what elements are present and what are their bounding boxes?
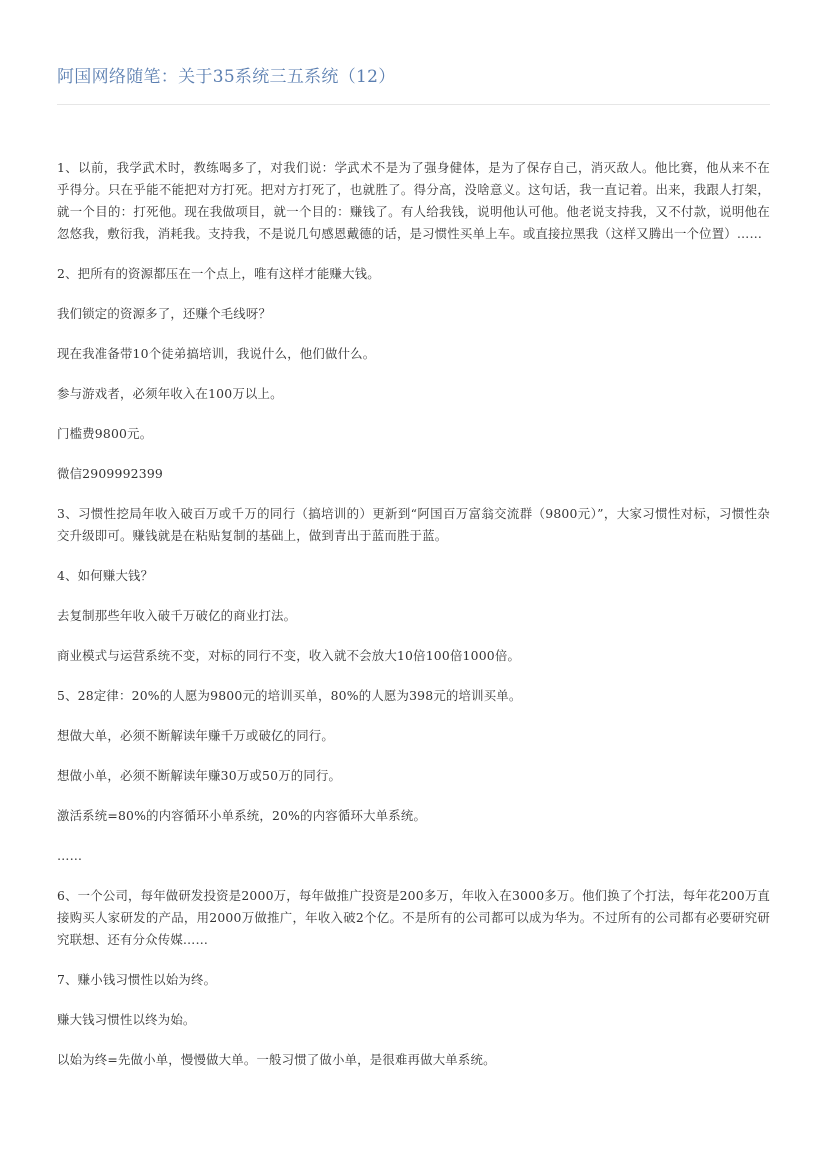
- paragraph-20: 以始为终=先做小单，慢慢做大单。一般习惯了做小单，是很难再做大单系统。: [57, 1052, 496, 1067]
- paragraph-14: 想做小单，必须不断解读年赚30万或50万的同行。: [57, 768, 342, 783]
- paragraph-3: 我们锁定的资源多了，还赚个毛线呀？: [57, 306, 272, 321]
- paragraph-13: 想做大单，必须不断解读年赚千万或破亿的同行。: [57, 728, 334, 743]
- paragraph-7: 微信2909992399: [57, 466, 164, 481]
- article-title: 阿国网络随笔：关于35系统三五系统（12）: [57, 66, 770, 105]
- paragraph-15: 激活系统=80%的内容循环小单系统，20%的内容循环大单系统。: [57, 808, 427, 823]
- article-body: [57, 157, 770, 1071]
- paragraph-10: 去复制那些年收入破千万破亿的商业打法。: [57, 608, 297, 623]
- paragraph-12: 5、28定律：20%的人愿为9800元的培训买单，80%的人愿为398元的培训买单。: [57, 688, 522, 703]
- paragraph-5: 参与游戏者，必须年收入在100万以上。: [57, 386, 283, 401]
- document-page: [57, 0, 770, 1089]
- paragraph-2: 2、把所有的资源都压在一个点上，唯有这样才能赚大钱。: [57, 266, 380, 281]
- paragraph-4: 现在我准备带10个徒弟搞培训，我说什么，他们做什么。: [57, 346, 376, 361]
- paragraph-8: 3、习惯性挖局年收入破百万或千万的同行（搞培训的）更新到“阿国百万富翁交流群（9800元）”，大家习惯性对标，习惯性杂交升级即可。赚钱就是在粘贴复制的基础上，做到青出于蓝而胜于蓝。: [57, 506, 770, 543]
- paragraph-18: 7、赚小钱习惯性以始为终。: [57, 972, 217, 987]
- paragraph-19: 赚大钱习惯性以终为始。: [57, 1012, 196, 1027]
- paragraph-6: 门槛费9800元。: [57, 426, 153, 441]
- paragraph-16: ……: [57, 848, 83, 863]
- paragraph-11: 商业模式与运营系统不变，对标的同行不变，收入就不会放大10倍100倍1000倍。: [57, 648, 521, 663]
- paragraph-17: 6、一个公司，每年做研发投资是2000万，每年做推广投资是200多万，年收入在3000多万。他们换了个打法，每年花200万直接购买人家研发的产品，用2000万做推广，年收入破2个亿。不是所有的公司都可以成为华为。不过所有的公司都有必要研究研究联想、还有分众传媒……: [57, 888, 771, 947]
- paragraph-1: 1、以前，我学武术时，教练喝多了，对我们说：学武术不是为了强身健体，是为了保存自己，消灭敌人。他比赛，他从来不在乎得分。只在乎能不能把对方打死。把对方打死了，也就胜了。得分高，没啥意义。这句话，我一直记着。出来，我跟人打架，就一个目的：打死他。现在我做项目，就一个目的：赚钱了。有人给我钱，说明他认可他。他老说支持我，又不付款，说明他在忽悠我，敷衍我，消耗我。支持我，不是说几句感恩戴德的话，是习惯性买单上车。或直接拉黑我（这样又腾出一个位置）……: [57, 160, 770, 241]
- paragraph-9: 4、如何赚大钱？: [57, 568, 154, 583]
